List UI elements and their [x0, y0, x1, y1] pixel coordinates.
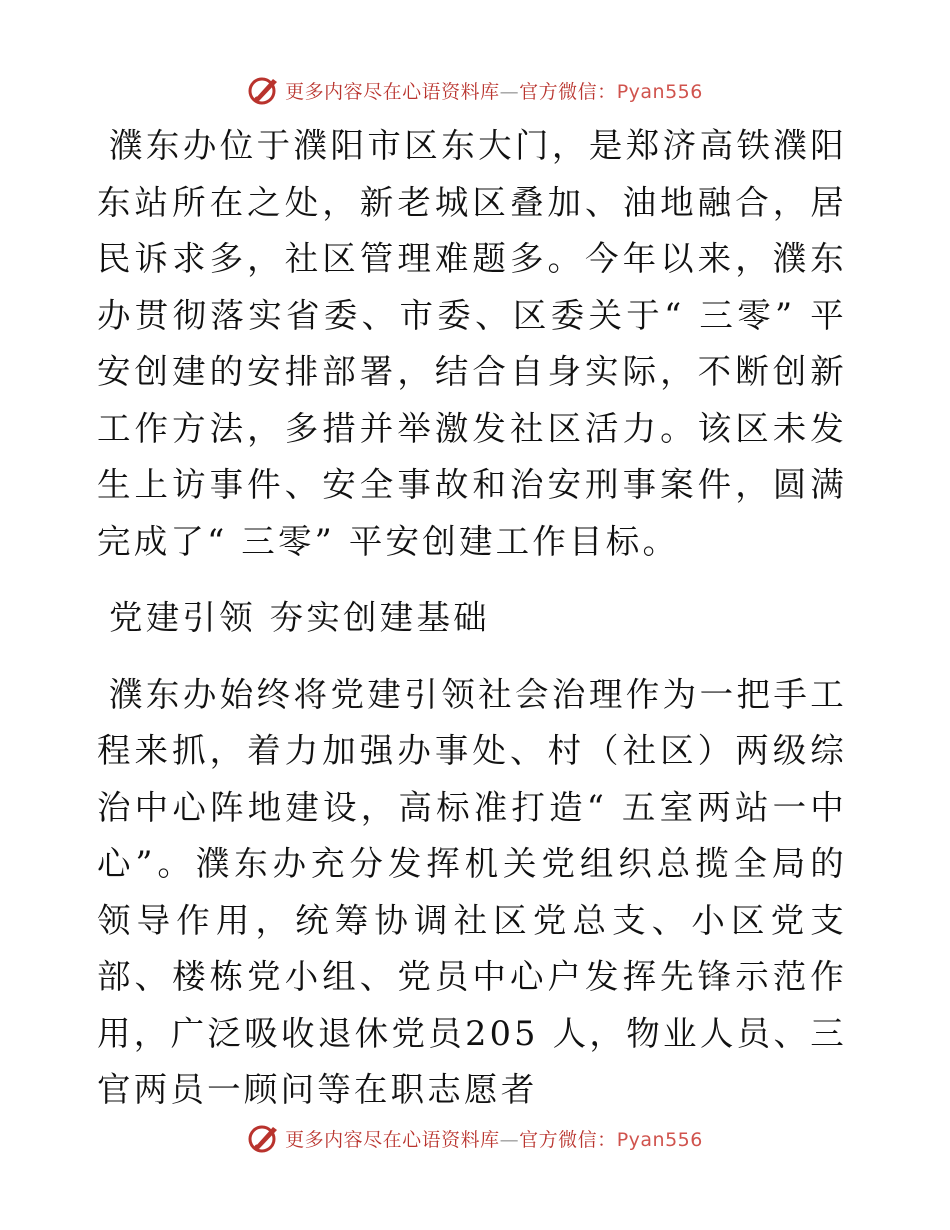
header-watermark — [0, 70, 950, 110]
paragraph-party-building: 濮东办始终将党建引领社会治理作为一把手工程来抓，着力加强办事处、村（社区）两级综治中心阵地建设，高标准打造“ 五室两站一中心”。濮东办充分发挥机关党组织总揽全局的领导作用，统筹协调社区党总支、小区党支部、楼栋党小组、党员中心户发挥先锋示范作用，广泛吸收退休党员205 人，物业人员、三官两员一顾问等在职志愿者 — [97, 674, 847, 1109]
article-body — [97, 118, 847, 1119]
paragraph-intro: 濮东办位于濮阳市区东大门，是郑济高铁濮阳东站所在之处，新老城区叠加、油地融合，居民诉求多，社区管理难题多。今年以来，濮东办贯彻落实省委、市委、区委关于“ 三零” 平安创建的安排部署，结合自身实际，不断创新工作方法，多措并举激发社区活力。该区未发生上访事件、安全事故和治安刑事案件，圆满完成了“ 三零” 平安创建工作目标。 — [97, 126, 847, 561]
watermark-text: 更多内容尽在心语资料库—官方微信：Pyan556 — [285, 80, 703, 103]
section-heading: 党建引领 夯实创建基础 — [109, 598, 490, 637]
brush-logo-icon — [247, 1121, 281, 1155]
brush-logo-icon — [247, 73, 281, 107]
watermark-text: 更多内容尽在心语资料库—官方微信：Pyan556 — [285, 1128, 703, 1151]
footer-watermark — [0, 1118, 950, 1158]
